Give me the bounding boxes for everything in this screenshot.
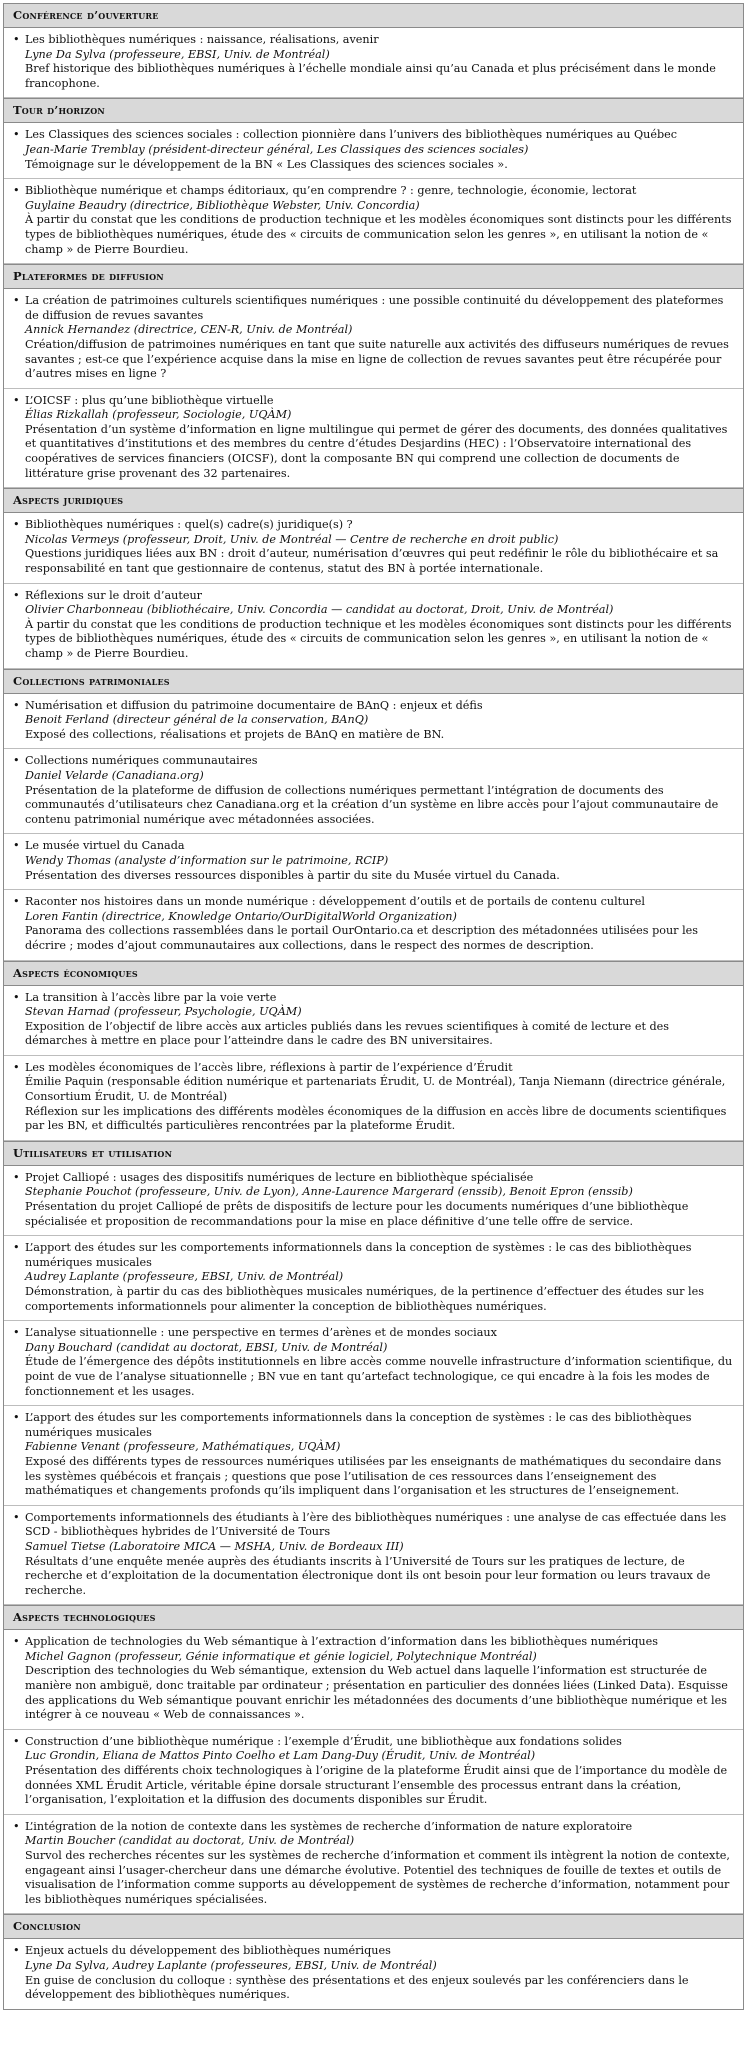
bullet-icon: • xyxy=(13,895,20,909)
talk-title: Collections numériques communautaires xyxy=(25,754,258,768)
program-entry xyxy=(4,389,743,489)
bullet-icon: • xyxy=(13,1510,20,1524)
talk-title: Le musée virtuel du Canada xyxy=(25,839,185,853)
program-entry xyxy=(4,1506,743,1606)
speaker: Benoit Ferland (directeur général de la conservation, BAnQ) xyxy=(25,713,369,727)
bullet-icon: • xyxy=(13,393,20,407)
program-entry xyxy=(4,1815,743,1915)
talk-title: La création de patrimoines culturels scientifiques numériques : une possible continuité du développement des plateformes de diffusion de revues savantes xyxy=(25,294,724,322)
program-entry xyxy=(4,28,743,98)
talk-title: L’OICSF : plus qu’une bibliothèque virtuelle xyxy=(25,393,274,407)
speaker: Lyne Da Sylva (professeure, EBSI, Univ. de Montréal) xyxy=(25,47,330,61)
section-heading: Collections patrimoniales xyxy=(4,669,743,694)
talk-description: À partir du constat que les conditions de production technique et les modèles économiques sont distincts pour les différents types de bibliothèques numériques, étude des « circuits de communication selon les genres », en utilisant la notion de « champ » de Pierre Bourdieu. xyxy=(25,213,732,256)
section-heading: Utilisateurs et utilisation xyxy=(4,1141,743,1166)
program-entry xyxy=(4,890,743,960)
talk-title: La transition à l’accès libre par la voie verte xyxy=(25,990,277,1004)
speaker: Annick Hernandez (directrice, CEN-R, Univ. de Montréal) xyxy=(25,323,353,337)
program-entry xyxy=(4,1056,743,1141)
talk-description: Bref historique des bibliothèques numériques à l’échelle mondiale ainsi qu’au Canada et plus précisément dans le monde francophone. xyxy=(25,62,716,90)
talk-description: Exposé des collections, réalisations et projets de BAnQ en matière de BN. xyxy=(25,727,445,741)
program-entry xyxy=(4,986,743,1056)
speaker: Lyne Da Sylva, Audrey Laplante (professeures, EBSI, Univ. de Montréal) xyxy=(25,1958,437,1972)
speaker: Guylaine Beaudry (directrice, Bibliothèque Webster, Univ. Concordia) xyxy=(25,198,420,212)
section-heading: Tour d’horizon xyxy=(4,98,743,123)
bullet-icon: • xyxy=(13,839,20,853)
talk-description: Étude de l’émergence des dépôts institutionnels en libre accès comme nouvelle infrastructure d’information scientifique, du point de vue de l’analyse situationnelle ; BN vue en tant qu’artefact technologique, ce qui encadre à la fois les modes de fonctionnement et les usages. xyxy=(25,1355,733,1398)
bullet-icon: • xyxy=(13,1411,20,1425)
bullet-icon: • xyxy=(13,698,20,712)
program-entry xyxy=(4,1406,743,1506)
talk-title: Projet Calliopé : usages des dispositifs numériques de lecture en bibliothèque spécialisée xyxy=(25,1170,534,1184)
talk-title: Les Classiques des sciences sociales : collection pionnière dans l’univers des bibliothèques numériques au Québec xyxy=(25,128,678,142)
speaker: Élias Rizkallah (professeur, Sociologie, UQÀM) xyxy=(25,408,292,422)
talk-title: Construction d’une bibliothèque numérique : l’exemple d’Érudit, une bibliothèque aux fondations solides xyxy=(25,1734,622,1748)
talk-description: Survol des recherches récentes sur les systèmes de recherche d’information et comment ils intègrent la notion de contexte, engageant ainsi l’usager-chercheur dans une démarche évolutive. Potentiel des techniques de fouille de textes et outils de visualisation de l’information comme supports au développement de systèmes de recherche d’information, notamment pour les bibliothèques numériques spécialisées. xyxy=(25,1849,730,1906)
bullet-icon: • xyxy=(13,128,20,142)
talk-description: Présentation du projet Calliopé de prêts de dispositifs de lecture pour les documents numériques d’une bibliothèque spécialisée et proposition de recommandations pour la mise en place définitive d’une telle offre de service. xyxy=(25,1200,689,1228)
bullet-icon: • xyxy=(13,294,20,308)
talk-title: Comportements informationnels des étudiants à l’ère des bibliothèques numériques : une analyse de cas effectuée dans les SCD - bibliothèques hybrides de l’Université de Tours xyxy=(25,1510,727,1539)
program-entry xyxy=(4,1321,743,1406)
talk-title: Bibliothèques numériques : quel(s) cadre(s) juridique(s) ? xyxy=(25,518,353,532)
bullet-icon: • xyxy=(13,1819,20,1833)
program-entry xyxy=(4,1166,743,1236)
talk-description: Résultats d’une enquête menée auprès des étudiants inscrits à l’Université de Tours sur les pratiques de lecture, de recherche et d’exploitation de la documentation électronique dont ils ont besoin pour leur formation ou leurs travaux de recherche. xyxy=(25,1554,711,1597)
program-entry xyxy=(4,123,743,179)
talk-description: Questions juridiques liées aux BN : droit d’auteur, numérisation d’œuvres qui peut redéfinir le rôle du bibliothécaire et sa responsabilité en tant que gestionnaire de contenus, statut des BN à portée internationale. xyxy=(25,547,719,576)
bullet-icon: • xyxy=(13,1060,20,1074)
bullet-icon: • xyxy=(13,1734,20,1748)
talk-description: En guise de conclusion du colloque : synthèse des présentations et des enjeux soulevés par les conférenciers dans le développement des bibliothèques numériques. xyxy=(25,1973,689,2002)
program-entry xyxy=(4,179,743,264)
talk-title: L’intégration de la notion de contexte dans les systèmes de recherche d’information de nature exploratoire xyxy=(25,1819,633,1833)
bullet-icon: • xyxy=(13,184,20,198)
program-entry xyxy=(4,834,743,890)
conference-program xyxy=(3,3,744,2010)
talk-title: Enjeux actuels du développement des bibliothèques numériques xyxy=(25,1944,391,1958)
speaker: Michel Gagnon (professeur, Génie informatique et génie logiciel, Polytechnique Montréal) xyxy=(25,1649,537,1663)
talk-description: Présentation d’un système d’information en ligne multilingue qui permet de gérer des documents, des données qualitatives et quantitatives d’institutions et des membres du centre d’études Desjardins (HEC) : l’Observatoire international des coopératives de services financiers (OICSF), dont la composante BN qui comprend une collection de documents de littérature grise provenant des 32 partenaires. xyxy=(25,422,728,480)
talk-title: Réflexions sur le droit d’auteur xyxy=(25,588,202,602)
talk-description: Présentation des différents choix technologiques à l’origine de la plateforme Érudit ainsi que de l’importance du modèle de données XML Érudit Article, véritable épine dorsale structurant l’ensemble des processus entrant dans la création, l’organisation, l’exploitation et la diffusion des documents disponibles sur Érudit. xyxy=(25,1764,728,1807)
bullet-icon: • xyxy=(13,1944,20,1958)
section-heading: Aspects économiques xyxy=(4,961,743,986)
speaker: Fabienne Venant (professeure, Mathématiques, UQÀM) xyxy=(25,1440,341,1454)
bullet-icon: • xyxy=(13,518,20,532)
speaker: Émilie Paquin (responsable édition numérique et partenariats Érudit, U. de Montréal), Tanja Niemann (directrice générale, Consortium Érudit, U. de Montréal) xyxy=(25,1075,726,1104)
talk-title: Les modèles économiques de l’accès libre, réflexions à partir de l’expérience d’Érudit xyxy=(25,1060,513,1074)
talk-title: L’apport des études sur les comportements informationnels dans la conception de systèmes : le cas des bibliothèques numériques musicales xyxy=(25,1241,692,1269)
section-heading: Conclusion xyxy=(4,1914,743,1939)
speaker: Wendy Thomas (analyste d’information sur le patrimoine, RCIP) xyxy=(25,853,389,867)
talk-description: Création/diffusion de patrimoines numériques en tant que suite naturelle aux activités des diffuseurs numériques de revues savantes ; est-ce que l’expérience acquise dans la mise en ligne de collection de revues savantes peut être récupérée pour d’autres mises en ligne ? xyxy=(25,337,729,381)
talk-description: Description des technologies du Web sémantique, extension du Web actuel dans laquelle l’information est structurée de manière non ambiguë, donc traitable par ordinateur ; présentation en particulier des données liées (Linked Data). Esquisse des applications du Web sémantique pouvant enrichir les métadonnées des documents d’une bibliothèque numérique et les intégrer à ce nouveau « Web de connaissances ». xyxy=(25,1664,728,1722)
speaker: Daniel Velarde (Canadiana.org) xyxy=(25,768,204,782)
talk-description: Réflexion sur les implications des différents modèles économiques de la diffusion en accès libre de documents scientifiques par les BN, et difficultés particulières rencontrées par la plateforme Érudit. xyxy=(25,1104,727,1133)
speaker: Audrey Laplante (professeure, EBSI, Univ. de Montréal) xyxy=(25,1270,344,1284)
program-entry xyxy=(4,289,743,389)
talk-title: L’analyse situationnelle : une perspective en termes d’arènes et de mondes sociaux xyxy=(25,1326,497,1340)
section-heading: Conférence d’ouverture xyxy=(4,4,743,28)
speaker: Olivier Charbonneau (bibliothécaire, Univ. Concordia — candidat au doctorat, Droit, Univ. de Montréal) xyxy=(25,603,614,617)
program-entry xyxy=(4,1236,743,1321)
talk-title: Raconter nos histoires dans un monde numérique : développement d’outils et de portails de contenu culturel xyxy=(25,895,645,909)
program-entry xyxy=(4,1939,743,2008)
talk-description: Panorama des collections rassemblées dans le portail OurOntario.ca et description des métadonnées utilisées pour les décrire ; modes d’ajout communautaires aux collections, dans le respect des normes de description. xyxy=(25,924,699,952)
talk-title: Numérisation et diffusion du patrimoine documentaire de BAnQ : enjeux et défis xyxy=(25,698,483,712)
program-entry xyxy=(4,1630,743,1730)
bullet-icon: • xyxy=(13,1241,20,1255)
talk-title: Application de technologies du Web sémantique à l’extraction d’information dans les bibliothèques numériques xyxy=(25,1635,658,1649)
section-heading: Aspects technologiques xyxy=(4,1605,743,1630)
talk-title: Les bibliothèques numériques : naissance, réalisations, avenir xyxy=(25,33,379,46)
speaker: Loren Fantin (directrice, Knowledge Ontario/OurDigitalWorld Organization) xyxy=(25,909,457,923)
section-heading: Plateformes de diffusion xyxy=(4,264,743,289)
bullet-icon: • xyxy=(13,588,20,602)
talk-title: Bibliothèque numérique et champs éditoriaux, qu’en comprendre ? : genre, technologie, économie, lectorat xyxy=(25,184,637,198)
speaker: Samuel Tietse (Laboratoire MICA — MSHA, Univ. de Bordeaux III) xyxy=(25,1539,404,1553)
program-entry xyxy=(4,513,743,583)
speaker: Stevan Harnad (professeur, Psychologie, UQÀM) xyxy=(25,1005,302,1019)
talk-description: Exposé des différents types de ressources numériques utilisées par les enseignants de mathématiques du secondaire dans les systèmes québécois et français ; questions que pose l’utilisation de ces ressources dans l’enseignement des mathématiques et changements profonds qu’ils impliquent dans l’organisation et les structures de l’enseignement. xyxy=(25,1454,722,1498)
bullet-icon: • xyxy=(13,1635,20,1649)
talk-title: L’apport des études sur les comportements informationnels dans la conception de systèmes : le cas des bibliothèques numériques musicales xyxy=(25,1411,692,1439)
bullet-icon: • xyxy=(13,33,20,46)
speaker: Dany Bouchard (candidat au doctorat, EBSI, Univ. de Montréal) xyxy=(25,1340,388,1354)
section-heading: Aspects juridiques xyxy=(4,488,743,513)
talk-description: Présentation des diverses ressources disponibles à partir du site du Musée virtuel du Canada. xyxy=(25,868,560,882)
bullet-icon: • xyxy=(13,754,20,768)
bullet-icon: • xyxy=(13,1326,20,1340)
bullet-icon: • xyxy=(13,1170,20,1184)
speaker: Martin Boucher (candidat au doctorat, Univ. de Montréal) xyxy=(25,1834,355,1848)
speaker: Nicolas Vermeys (professeur, Droit, Univ. de Montréal — Centre de recherche en droit public) xyxy=(25,532,559,546)
talk-description: Présentation de la plateforme de diffusion de collections numériques permettant l’intégration de documents des communautés d’utilisateurs chez Canadiana.org et la création d’un système en libre accès pour l’ajout communautaire de contenu patrimonial numérique avec métadonnées associées. xyxy=(25,783,719,826)
speaker: Jean-Marie Tremblay (président-directeur général, Les Classiques des sciences sociales) xyxy=(25,142,529,156)
talk-description: Témoignage sur le développement de la BN « Les Classiques des sciences sociales ». xyxy=(25,157,508,171)
speaker: Luc Grondin, Eliana de Mattos Pinto Coelho et Lam Dang-Duy (Érudit, Univ. de Montréal) xyxy=(25,1749,536,1763)
program-entry xyxy=(4,584,743,669)
talk-description: Exposition de l’objectif de libre accès aux articles publiés dans les revues scientifiques à comité de lecture et des démarches à mettre en place pour l’atteindre dans le cadre des BN universitaires. xyxy=(25,1019,670,1048)
talk-description: Démonstration, à partir du cas des bibliothèques musicales numériques, de la pertinence d’effectuer des études sur les comportements informationnels pour alimenter la conception de bibliothèques numériques. xyxy=(25,1285,705,1313)
program-entry xyxy=(4,694,743,750)
talk-description: À partir du constat que les conditions de production technique et les modèles économiques sont distincts pour les différents types de bibliothèques numériques, étude des « circuits de communication selon les genres », en utilisant la notion de « champ » de Pierre Bourdieu. xyxy=(25,617,732,660)
bullet-icon: • xyxy=(13,990,20,1004)
speaker: Stephanie Pouchot (professeure, Univ. de Lyon), Anne-Laurence Margerard (enssib), Benoit Epron (enssib) xyxy=(25,1185,633,1199)
program-entry xyxy=(4,749,743,834)
program-entry xyxy=(4,1730,743,1815)
